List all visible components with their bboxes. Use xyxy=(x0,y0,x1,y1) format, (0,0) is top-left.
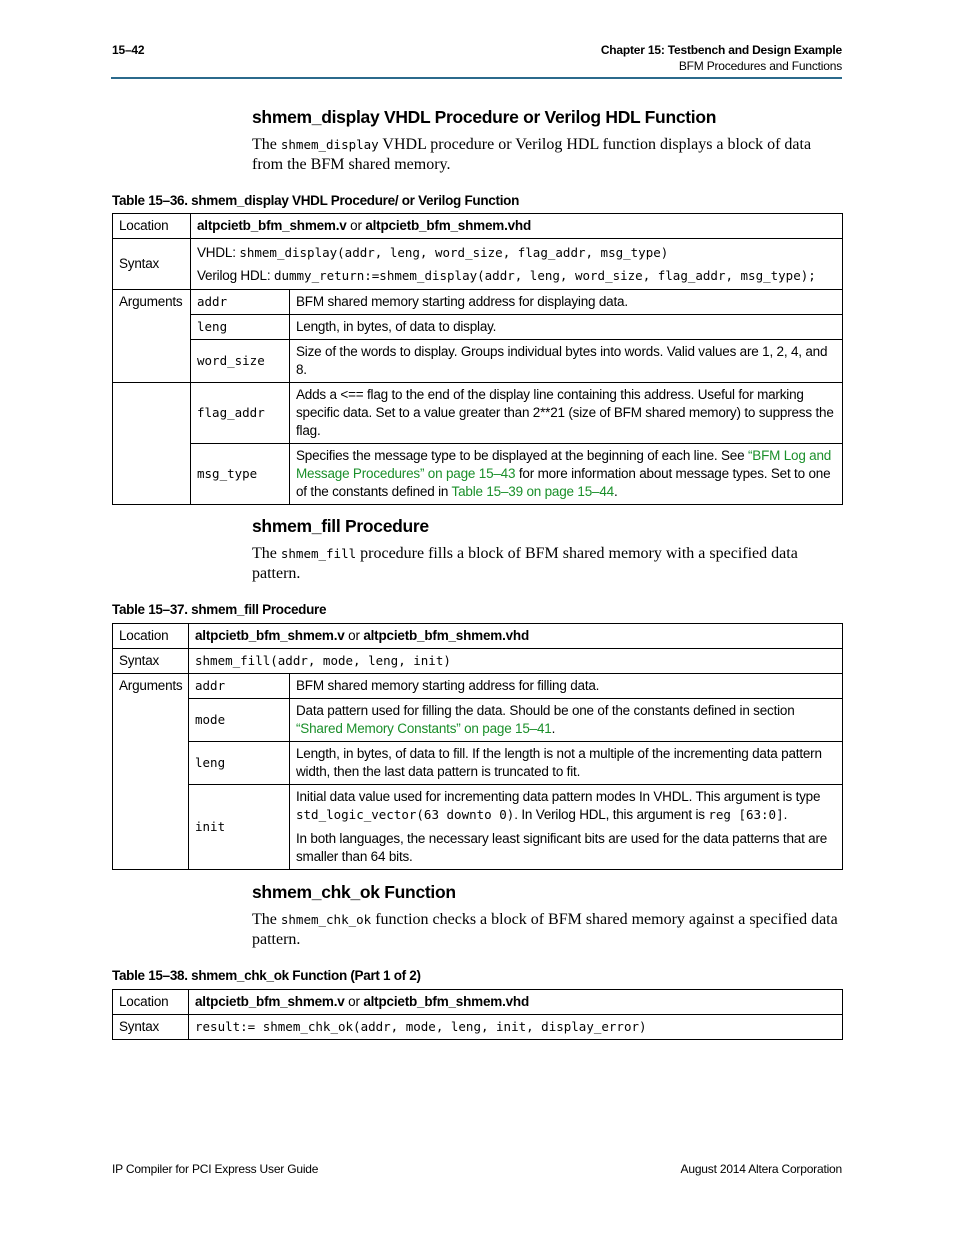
shmem-display-heading: shmem_display VHDL Procedure or Verilog HDL Function xyxy=(252,107,717,127)
location-label: Location xyxy=(113,990,189,1015)
section-title: BFM Procedures and Functions xyxy=(678,59,842,73)
footer-date-company: August 2014 Altera Corporation xyxy=(680,1162,842,1176)
arg-desc: BFM shared memory starting address for filling data. xyxy=(290,674,843,699)
table-15-36-caption: Table 15–36. shmem_display VHDL Procedure/ or Verilog Function xyxy=(112,193,520,208)
syntax-value: result:= shmem_chk_ok(addr, mode, leng, init, display_error) xyxy=(189,1015,843,1040)
footer-guide-title: IP Compiler for PCI Express User Guide xyxy=(112,1162,319,1176)
bfm-log-link[interactable]: “BFM Log and Message Procedures” on page 15–43 xyxy=(296,448,832,481)
table-row xyxy=(113,340,843,383)
table-15-36 xyxy=(112,213,843,505)
arg-name: mode xyxy=(189,699,290,742)
table-row xyxy=(113,444,843,505)
arg-desc: Size of the words to display. Groups individual bytes into words. Valid values are 1, 2, 4, and 8. xyxy=(290,340,843,383)
location-label: Location xyxy=(113,214,191,239)
syntax-value: shmem_fill(addr, mode, leng, init) xyxy=(189,649,843,674)
syntax-value: VHDL: shmem_display(addr, leng, word_size, flag_addr, msg_type) Verilog HDL: dummy_return:=shmem_display(addr, leng, word_size, flag_addr, msg_type); xyxy=(191,239,843,290)
syntax-label: Syntax xyxy=(113,1015,189,1040)
arg-name: word_size xyxy=(191,340,290,383)
arg-name: addr xyxy=(189,674,290,699)
shmem-chk-ok-heading: shmem_chk_ok Function xyxy=(252,882,456,902)
table-row xyxy=(113,290,843,315)
table-row xyxy=(113,315,843,340)
location-label: Location xyxy=(113,624,189,649)
arg-name: leng xyxy=(191,315,290,340)
shmem-chk-ok-intro: The shmem_chk_ok function checks a block of BFM shared memory against a specified data pattern. xyxy=(252,911,838,948)
shmem-fill-intro: The shmem_fill procedure fills a block of BFM shared memory with a specified data pattern. xyxy=(252,545,798,582)
table-row xyxy=(113,990,843,1015)
page-number: 15–42 xyxy=(112,43,145,57)
arg-name: flag_addr xyxy=(191,383,290,444)
arg-desc: Length, in bytes, of data to fill. If the length is not a multiple of the incrementing data pattern width, then the last data pattern is truncated to fit. xyxy=(290,742,843,785)
arg-desc: Initial data value used for incrementing data pattern modes In VHDL. This argument is type std_logic_vector(63 downto 0). In Verilog HDL, this argument is reg [63:0]. In both languages, the necessary least significant bits are used for the data patterns that are smaller than 64 bits. xyxy=(290,785,843,870)
chapter-title: Chapter 15: Testbench and Design Example xyxy=(600,43,842,57)
table-15-38 xyxy=(112,989,843,1040)
shmem-fill-heading: shmem_fill Procedure xyxy=(252,516,429,536)
arguments-label: Arguments xyxy=(113,290,191,383)
table-row xyxy=(113,785,843,870)
arg-desc: Adds a <== flag to the end of the display line containing this address. Useful for marking specific data. Set to a value greater than 2**21 (size of BFM shared memory) to suppress the flag. xyxy=(290,383,843,444)
arguments-label: Arguments xyxy=(113,674,189,870)
arg-desc: Data pattern used for filling the data. Should be one of the constants defined in section “Shared Memory Constants” on page 15–41. xyxy=(290,699,843,742)
table-15-37-caption: Table 15–37. shmem_fill Procedure xyxy=(112,602,327,617)
table-row xyxy=(113,742,843,785)
table-15-37 xyxy=(112,623,843,870)
table-row xyxy=(113,383,843,444)
location-value: altpcietb_bfm_shmem.v or altpcietb_bfm_shmem.vhd xyxy=(189,990,843,1015)
arg-desc: Length, in bytes, of data to display. xyxy=(290,315,843,340)
table-row xyxy=(113,214,843,239)
table-row xyxy=(113,1015,843,1040)
shmem-display-intro: The shmem_display VHDL procedure or Verilog HDL function displays a block of data from the BFM shared memory. xyxy=(252,136,812,173)
arg-name: msg_type xyxy=(191,444,290,505)
syntax-label: Syntax xyxy=(113,239,191,290)
table-row xyxy=(113,239,843,290)
table-15-39-link[interactable]: Table 15–39 on page 15–44 xyxy=(451,484,614,499)
empty-cell xyxy=(113,383,191,505)
syntax-label: Syntax xyxy=(113,649,189,674)
location-value: altpcietb_bfm_shmem.v or altpcietb_bfm_shmem.vhd xyxy=(191,214,843,239)
arg-desc: BFM shared memory starting address for displaying data. xyxy=(290,290,843,315)
shared-memory-constants-link[interactable]: “Shared Memory Constants” on page 15–41 xyxy=(296,721,552,736)
arg-desc: Specifies the message type to be displayed at the beginning of each line. See “BFM Log and Message Procedures” on page 15–43 for more information about message types. Set to one of the constants defined in Table 15–39 on page 15–44. xyxy=(290,444,843,505)
table-15-38-caption: Table 15–38. shmem_chk_ok Function (Part 1 of 2) xyxy=(112,968,421,983)
arg-name: leng xyxy=(189,742,290,785)
table-row xyxy=(113,624,843,649)
arg-name: init xyxy=(189,785,290,870)
arg-name: addr xyxy=(191,290,290,315)
location-value: altpcietb_bfm_shmem.v or altpcietb_bfm_shmem.vhd xyxy=(189,624,843,649)
table-row xyxy=(113,674,843,699)
table-row xyxy=(113,699,843,742)
header-rule xyxy=(111,77,842,79)
table-row xyxy=(113,649,843,674)
